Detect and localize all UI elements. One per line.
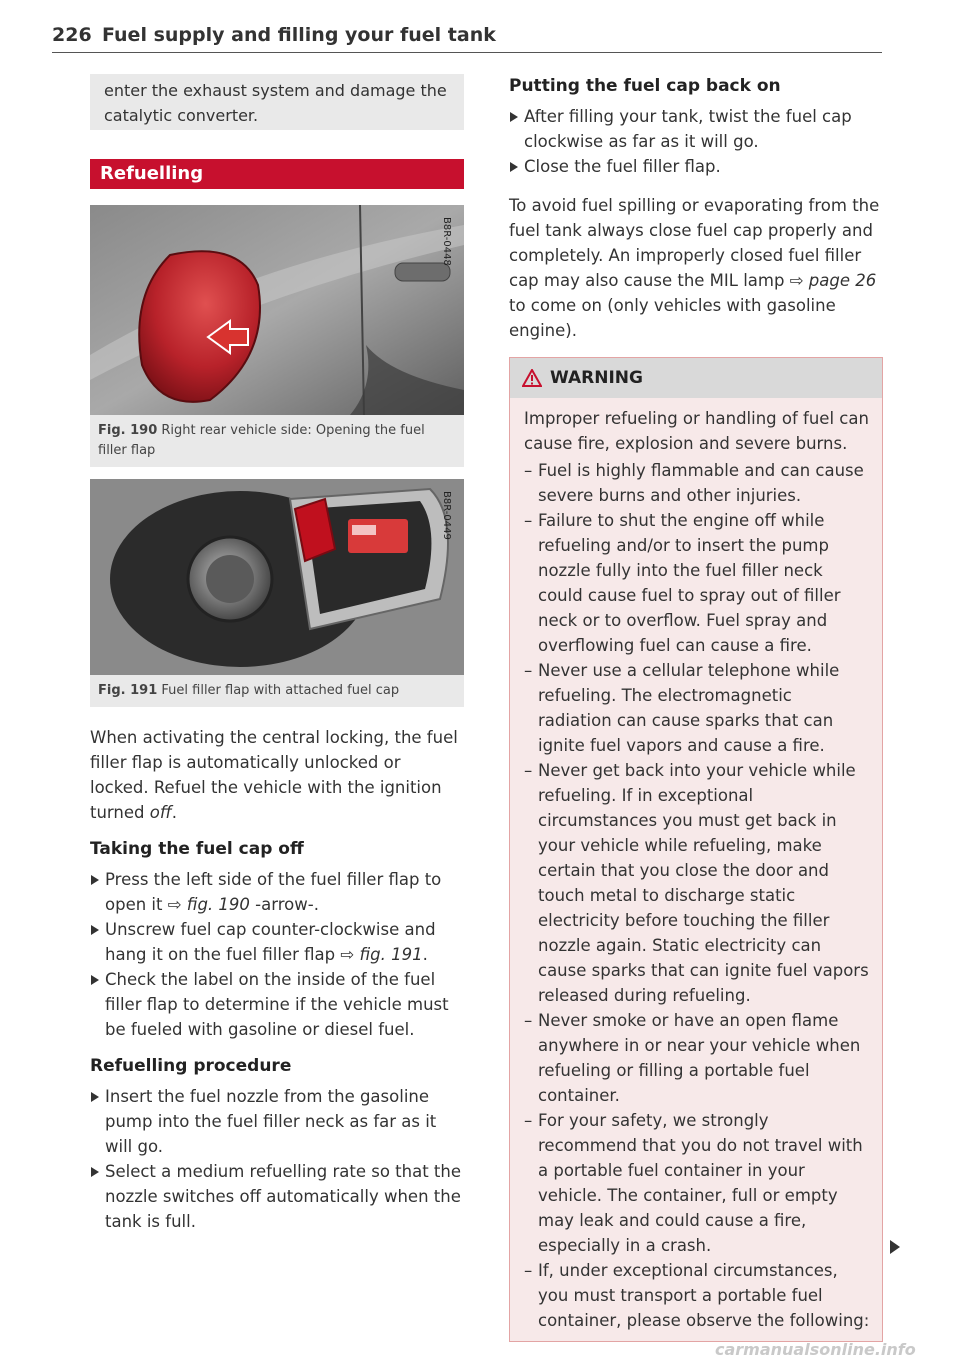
figure-caption (90, 415, 464, 467)
page-title: Fuel supply and filling your fuel tank (102, 24, 496, 46)
warning-item: – If, under exceptional circumstances, you must transport a portable fuel container, please observe the following: (524, 1258, 870, 1333)
figure-label: Fig. 191 (98, 683, 158, 698)
warning-title: WARNING (550, 368, 643, 388)
step-item: Close the fuel filler flap. (509, 154, 883, 179)
paragraph-text: To avoid fuel spilling or evaporating from the fuel tank always close fuel cap properly and completely. An improperly closed fuel filler cap may also cause the MIL lamp (509, 196, 880, 290)
figure-191 (90, 479, 464, 707)
paragraph-end: to come on (only vehicles with gasoline engine). (509, 296, 836, 340)
figure-caption (90, 675, 464, 707)
step-item: Insert the fuel nozzle from the gasoline pump into the fuel filler neck as far as it will go. (90, 1084, 464, 1159)
step-item: Press the left side of the fuel filler flap to open it ⇨ fig. 190 -arrow-. (90, 867, 464, 917)
heading-putting-cap-on: Putting the fuel cap back on (509, 76, 781, 96)
warning-item: – Never get back into your vehicle while refueling. If in exceptional circumstances you must get back in your vehicle while refueling, make certain that you close the door and touch metal to discharge static electricity before touching the filler nozzle again. Static electricity can cause sparks that can ignite fuel vapors released during refueling. (524, 758, 870, 1008)
warning-item: – Failure to shut the engine off while refueling and/or to insert the pump nozzle fully into the fuel filler neck could cause fuel to spray out of filler neck or to overflow. Fuel spray and overflowing fuel can cause a fire. (524, 508, 870, 658)
page-header (52, 22, 882, 53)
figure-caption-text: Right rear vehicle side: Opening the fuel filler flap (98, 423, 425, 458)
step-item: After filling your tank, twist the fuel cap clockwise as far as it will go. (509, 104, 883, 154)
heading-refuelling-procedure: Refuelling procedure (90, 1056, 292, 1076)
warning-item: – For your safety, we strongly recommend that you do not travel with a portable fuel container in your vehicle. The container, full or empty may leak and could cause a fire, especially in a crash. (524, 1108, 870, 1258)
intro-box: enter the exhaust system and damage the catalytic converter. (90, 74, 464, 130)
figure-id-label: B8R-0449 (441, 491, 452, 540)
step-item: Check the label on the inside of the fuel filler flap to determine if the vehicle must be fueled with gasoline or diesel fuel. (90, 967, 464, 1042)
warning-body (510, 398, 882, 1341)
figure-caption-text: Fuel filler flap with attached fuel cap (161, 683, 400, 698)
section-title: Refuelling (90, 159, 464, 189)
cross-reference[interactable]: ⇨ fig. 190 (167, 895, 250, 914)
figure-190 (90, 205, 464, 467)
paragraph-text: When activating the central locking, the fuel filler flap is automatically unlocked or locked. Refuel the vehicle with the ignition turned (90, 728, 458, 822)
intro-paragraph (90, 725, 464, 825)
fuel-flap-illustration (90, 205, 464, 415)
warning-item: – Never smoke or have an open flame anywhere in or near your vehicle when refueling or filling a portable fuel container. (524, 1008, 870, 1108)
paragraph-end: . (171, 803, 178, 822)
warning-item: – Never use a cellular telephone while refueling. The electromagnetic radiation can cause sparks that can ignite fuel vapors and cause a fire. (524, 658, 870, 758)
figure-id-label: B8R-0448 (441, 217, 452, 266)
heading-taking-cap-off: Taking the fuel cap off (90, 839, 304, 859)
left-column (90, 74, 464, 1234)
warning-box (509, 357, 883, 1342)
warning-item: – Fuel is highly flammable and can cause severe burns and other injuries. (524, 458, 870, 508)
figure-label: Fig. 190 (98, 423, 158, 438)
emphasis-text: off (149, 803, 172, 822)
right-column (509, 74, 883, 1342)
watermark: carmanualsonline.info (715, 1340, 916, 1359)
fuel-flap-photo (90, 205, 464, 415)
step-item: Unscrew fuel cap counter-clockwise and hang it on the fuel filler flap ⇨ fig. 191. (90, 917, 464, 967)
fuel-cap-illustration (90, 479, 464, 675)
cap-paragraph (509, 193, 883, 343)
warning-intro: Improper refueling or handling of fuel can cause fire, explosion and severe burns. (524, 409, 869, 453)
warning-triangle-icon (522, 369, 542, 387)
fuel-cap-photo (90, 479, 464, 675)
step-item: Select a medium refuelling rate so that the nozzle switches off automatically when the tank is full. (90, 1159, 464, 1234)
cross-reference[interactable]: ⇨ fig. 191 (340, 945, 423, 964)
warning-header (510, 358, 882, 398)
continue-arrow-icon (890, 1240, 900, 1254)
page-number: 226 (52, 24, 92, 46)
cross-reference[interactable]: ⇨ page 26 (789, 271, 877, 290)
